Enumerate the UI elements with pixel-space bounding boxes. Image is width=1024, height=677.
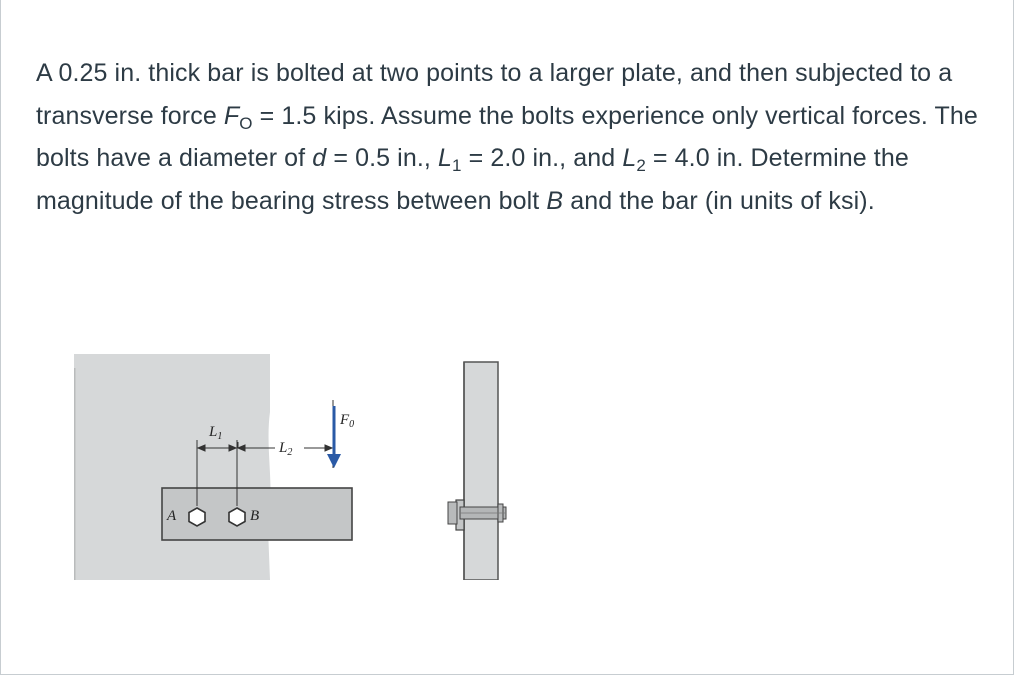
bolt-A-label: A (167, 508, 177, 524)
L1-label: $L_1$ (209, 424, 223, 442)
large-plate-edge (74, 368, 76, 580)
problem-L1-text: = 2.0 in., and (461, 144, 623, 172)
bolt-A-icon (189, 508, 205, 526)
L2-subscript: 2 (636, 156, 646, 175)
side-bolt-head (448, 502, 457, 524)
problem-statement (36, 52, 986, 222)
L1-symbol: L (437, 144, 452, 172)
problem-ending: and the bar (in units of ksi). (563, 186, 875, 215)
bolt-B-icon (229, 508, 245, 526)
force-arrow (327, 406, 341, 468)
bolt-B-label: B (250, 508, 260, 524)
force-label: $F_0$ (340, 412, 355, 430)
bolt-symbol: B (546, 186, 564, 215)
L1-subscript: 1 (452, 156, 462, 175)
diameter-symbol: d (312, 144, 327, 172)
L2-symbol: L (622, 144, 637, 172)
problem-force-text: = 1.5 kips. Assume the bolts experience only vertical forces. The bolts have a diameter of (36, 101, 978, 172)
force-subscript: O (239, 113, 253, 133)
L2-label: $L_2$ (279, 440, 293, 458)
problem-diameter-text: = 0.5 in., (326, 144, 438, 172)
side-plate (464, 362, 498, 580)
side-view (448, 362, 506, 580)
force-symbol: F (223, 101, 240, 130)
large-plate (74, 354, 271, 580)
problem-L2-text: = 4.0 in. Determine the magnitude of the bearing stress between bolt (36, 144, 909, 215)
problem-intro: A 0.25 in. thick bar is bolted at two points to a larger plate, and then subjected to a transverse force (36, 59, 953, 130)
bolted-bar-figure (60, 348, 530, 580)
